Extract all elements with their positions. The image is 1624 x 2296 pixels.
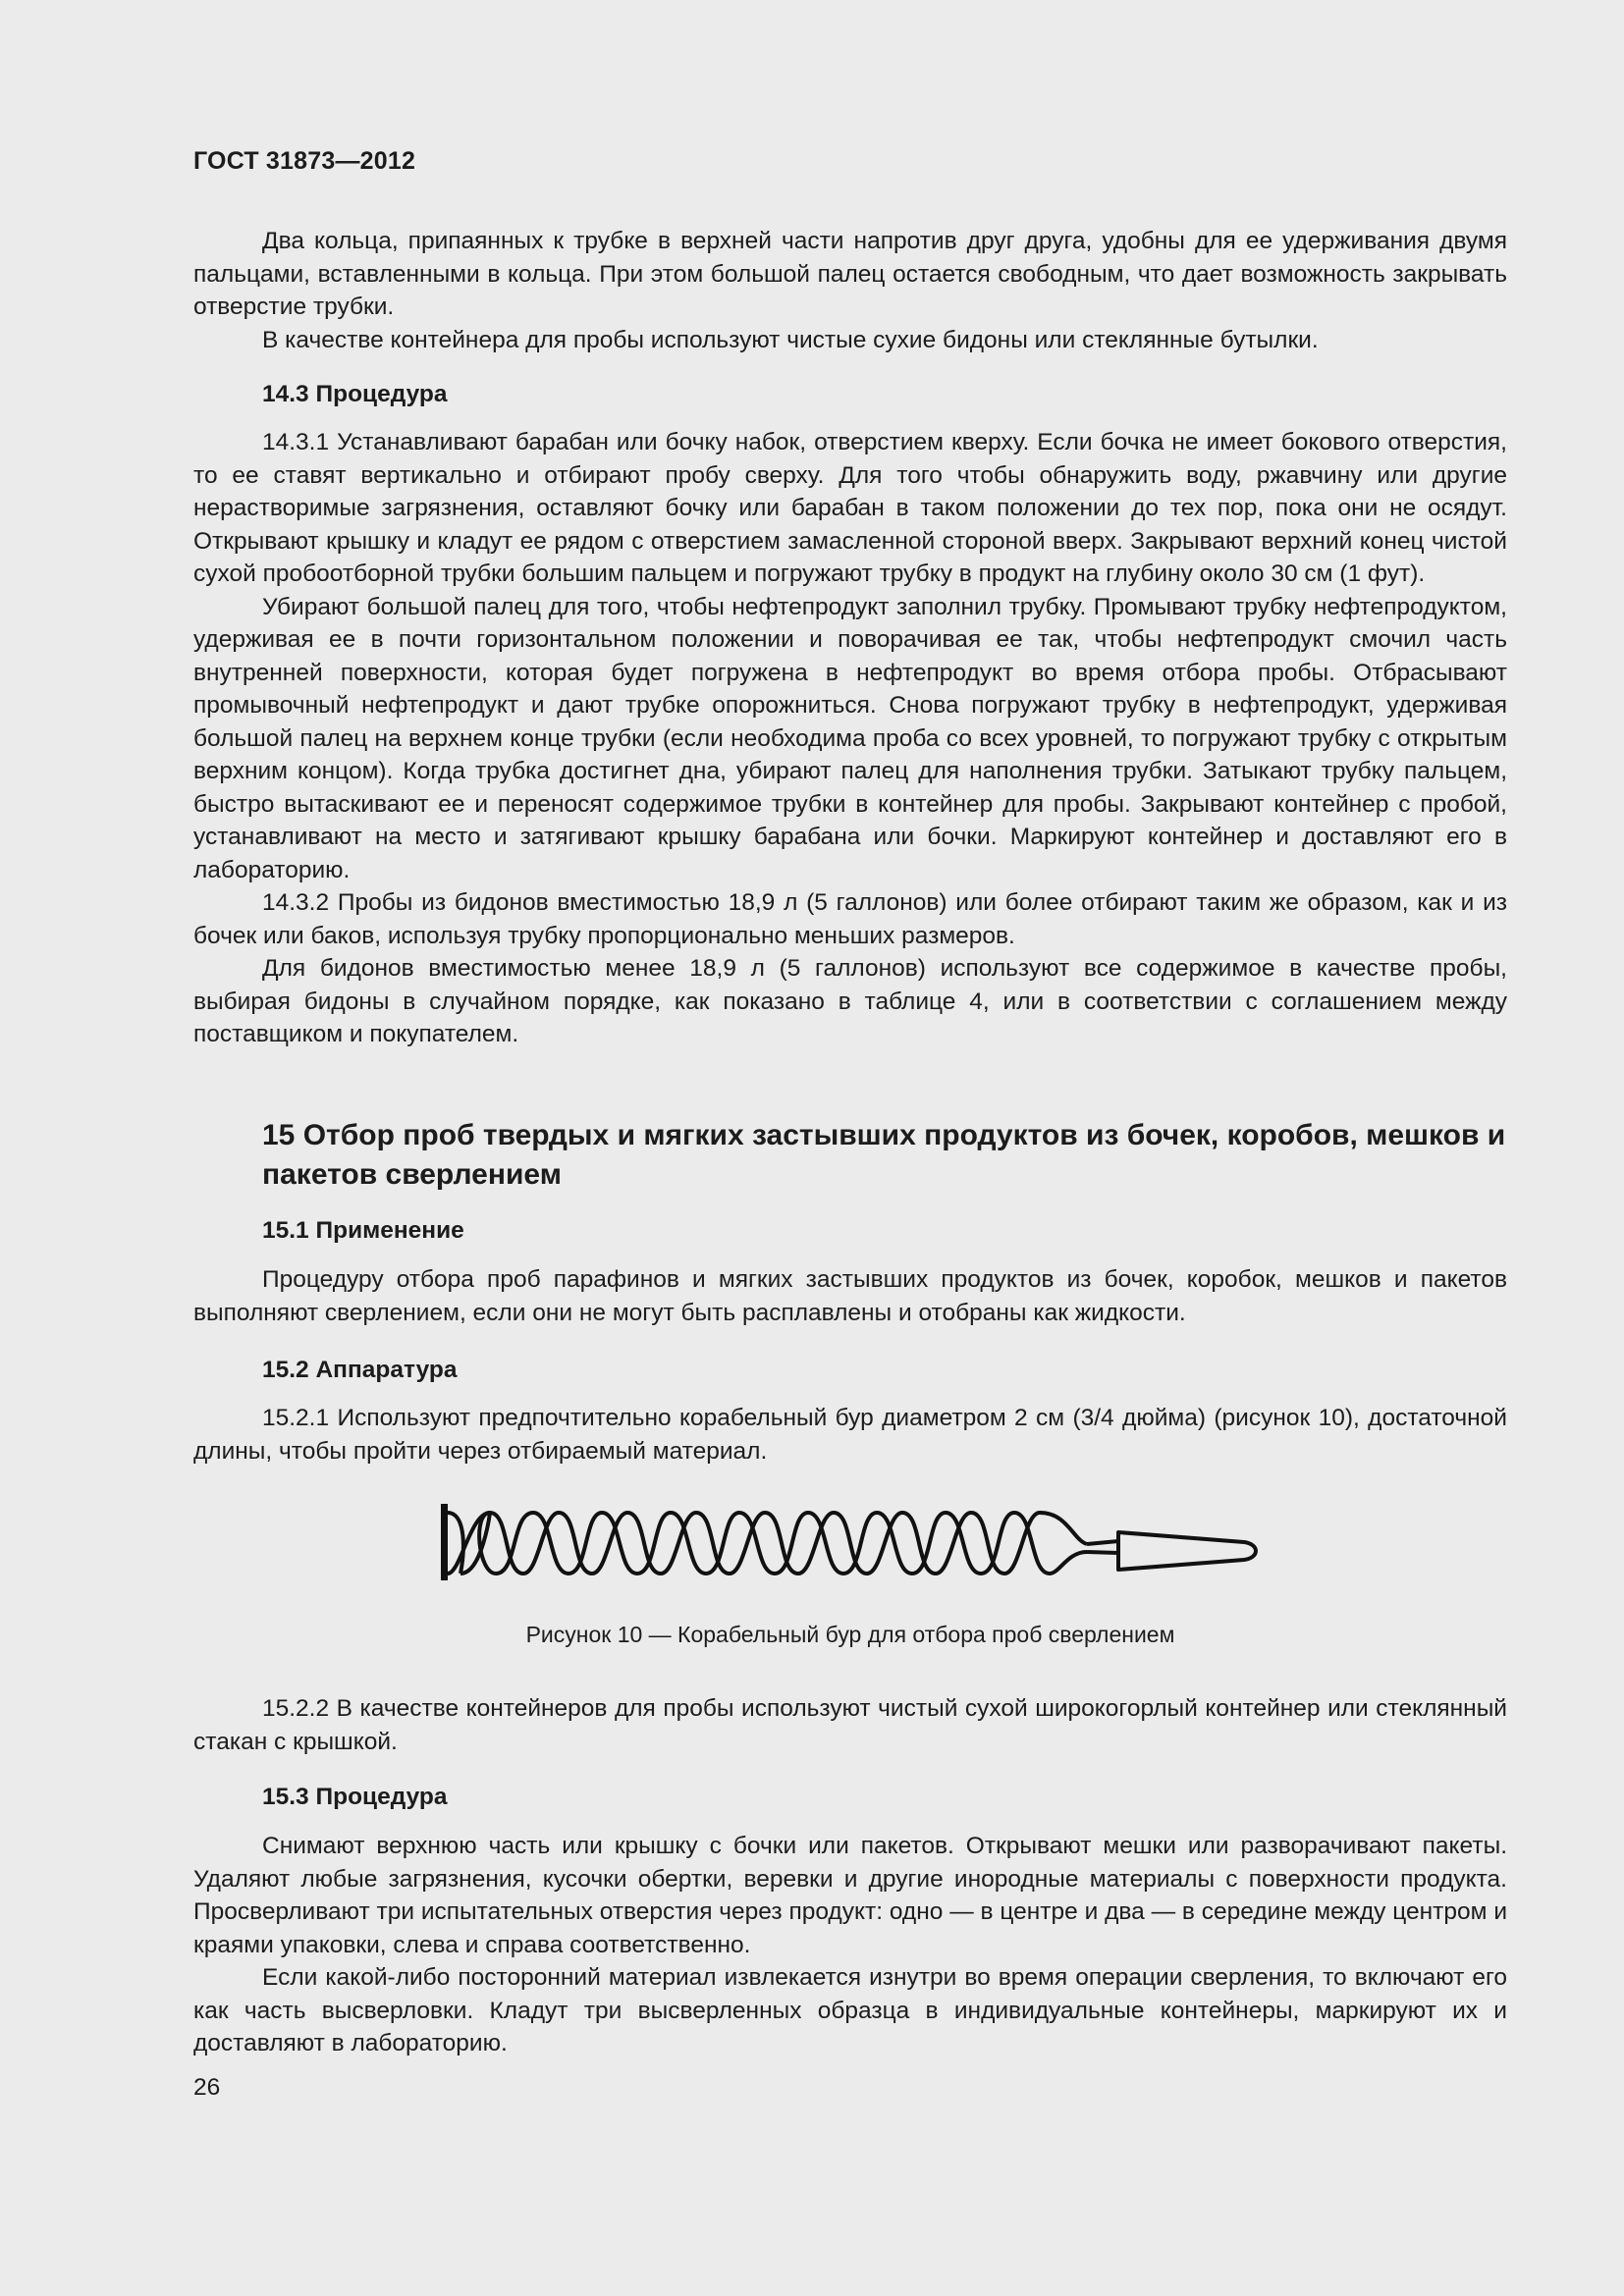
paragraph: Снимают верхнюю часть или крышку с бочки или пакетов. Открывают мешки или разворачивают пакеты. Удаляют любые загрязнения, кусочки обертки, веревки и другие инородные материалы с поверхности продукта. Просверливают три испытательных отверстия через продукт: одно — в центре и два — в середине между центром и краями упаковки, слева и справа соответственно. xyxy=(193,1833,1507,1958)
page-number: 26 xyxy=(193,2074,221,2101)
section-14-3-text xyxy=(193,426,1507,1051)
document-header: ГОСТ 31873—2012 xyxy=(193,147,416,175)
paragraph: В качестве контейнера для пробы используют чистые сухие бидоны или стеклянные бутылки. xyxy=(262,326,1319,353)
intro-text xyxy=(193,225,1507,356)
document-page xyxy=(193,0,1507,2296)
paragraph: Если какой-либо посторонний материал извлекается изнутри во время операции сверления, то включают его как часть высверловки. Кладут три высверленных образца в индивидуальные контейнеры, маркируют их и доставляют в лабораторию. xyxy=(193,1964,1507,2056)
section-15-3-text xyxy=(193,1830,1507,2060)
paragraph: 15.2.2 В качестве контейнеров для пробы используют чистый сухой широкогорлый контейнер или стеклянный стакан с крышкой. xyxy=(193,1695,1507,1755)
section-15-1-text xyxy=(193,1263,1507,1329)
auger-handle xyxy=(441,1504,448,1580)
section-15-2-text-b xyxy=(193,1692,1507,1758)
auger-drawing xyxy=(439,1497,1264,1590)
auger-tip xyxy=(1118,1532,1256,1570)
subsection-heading-15-3: 15.3 Процедура xyxy=(262,1784,448,1810)
paragraph: 14.3.1 Устанавливают барабан или бочку набок, отверстием кверху. Если бочка не имеет бокового отверстия, то ее ставят вертикально и отбирают пробу сверху. Для того чтобы обнаружить воду, ржавчину или другие нерастворимые загрязнения, оставляют бочку или барабан в таком положении до тех пор, пока они не осядут. Открывают крышку и кладут ее рядом с отверстием замасленной стороной вверх. Закрывают верхний конец чистой сухой пробоотборной трубки большим пальцем и погружают трубку в продукт на глубину около 30 см (1 фут). xyxy=(193,429,1507,587)
paragraph: Для бидонов вместимостью менее 18,9 л (5 галлонов) используют все содержимое в качестве пробы, выбирая бидоны в случайном порядке, как показано в таблице 4, или в соответствии с соглашением между поставщиком и покупателем. xyxy=(193,955,1507,1047)
paragraph: 15.2.1 Используют предпочтительно корабельный бур диаметром 2 см (3/4 дюйма) (рисунок 10), достаточной длины, чтобы пройти через отбираемый материал. xyxy=(193,1405,1507,1465)
section-heading-15: 15 Отбор проб твердых и мягких застывших продуктов из бочек, коробов, мешков и пакетов сверлением xyxy=(262,1119,1506,1191)
subsection-heading-15-2: 15.2 Аппаратура xyxy=(262,1357,458,1383)
paragraph: Два кольца, припаянных к трубке в верхней части напротив друг друга, удобны для ее удерживания двумя пальцами, вставленными в кольца. При этом большой палец остается свободным, что дает возможность закрывать отверстие трубки. xyxy=(193,228,1507,320)
subsection-heading-14-3: 14.3 Процедура xyxy=(262,381,448,407)
figure-caption: Рисунок 10 — Корабельный бур для отбора проб сверлением xyxy=(525,1622,1175,1647)
paragraph: Убирают большой палец для того, чтобы нефтепродукт заполнил трубку. Промывают трубку нефтепродуктом, удерживая ее в почти горизонтальном положении и поворачивая ее так, чтобы нефтепродукт смочил часть внутренней поверхности, которая будет погружена в нефтепродукт во время отбора пробы. Отбрасывают промывочный нефтепродукт и дают трубке опорожниться. Снова погружают трубку в нефтепродукт, удерживая большой палец на верхнем конце трубки (если необходима проба со всех уровней, то погружают трубку с открытым верхним концом). Когда трубка достигнет дна, убирают палец для наполнения трубки. Затыкают трубку пальцем, быстро вытаскивают ее и переносят содержимое трубки в контейнер для пробы. Закрывают контейнер с пробой, устанавливают на место и затягивают крышку барабана или бочки. Маркируют контейнер и доставляют его в лабораторию. xyxy=(193,593,1507,883)
auger-helix xyxy=(448,1513,1087,1574)
section-15-2-text-a xyxy=(193,1402,1507,1468)
subsection-heading-15-1: 15.1 Применение xyxy=(262,1217,464,1244)
ship-auger-figure xyxy=(439,1497,1264,1590)
paragraph: Процедуру отбора проб парафинов и мягких застывших продуктов из бочек, коробок, мешков и пакетов выполняют сверлением, если они не могут быть расплавлены и отобраны как жидкости. xyxy=(193,1266,1507,1326)
auger-shaft xyxy=(1087,1541,1118,1553)
paragraph: 14.3.2 Пробы из бидонов вместимостью 18,9 л (5 галлонов) или более отбирают таким же образом, как и из бочек или баков, используя трубку пропорционально меньших размеров. xyxy=(193,889,1507,949)
